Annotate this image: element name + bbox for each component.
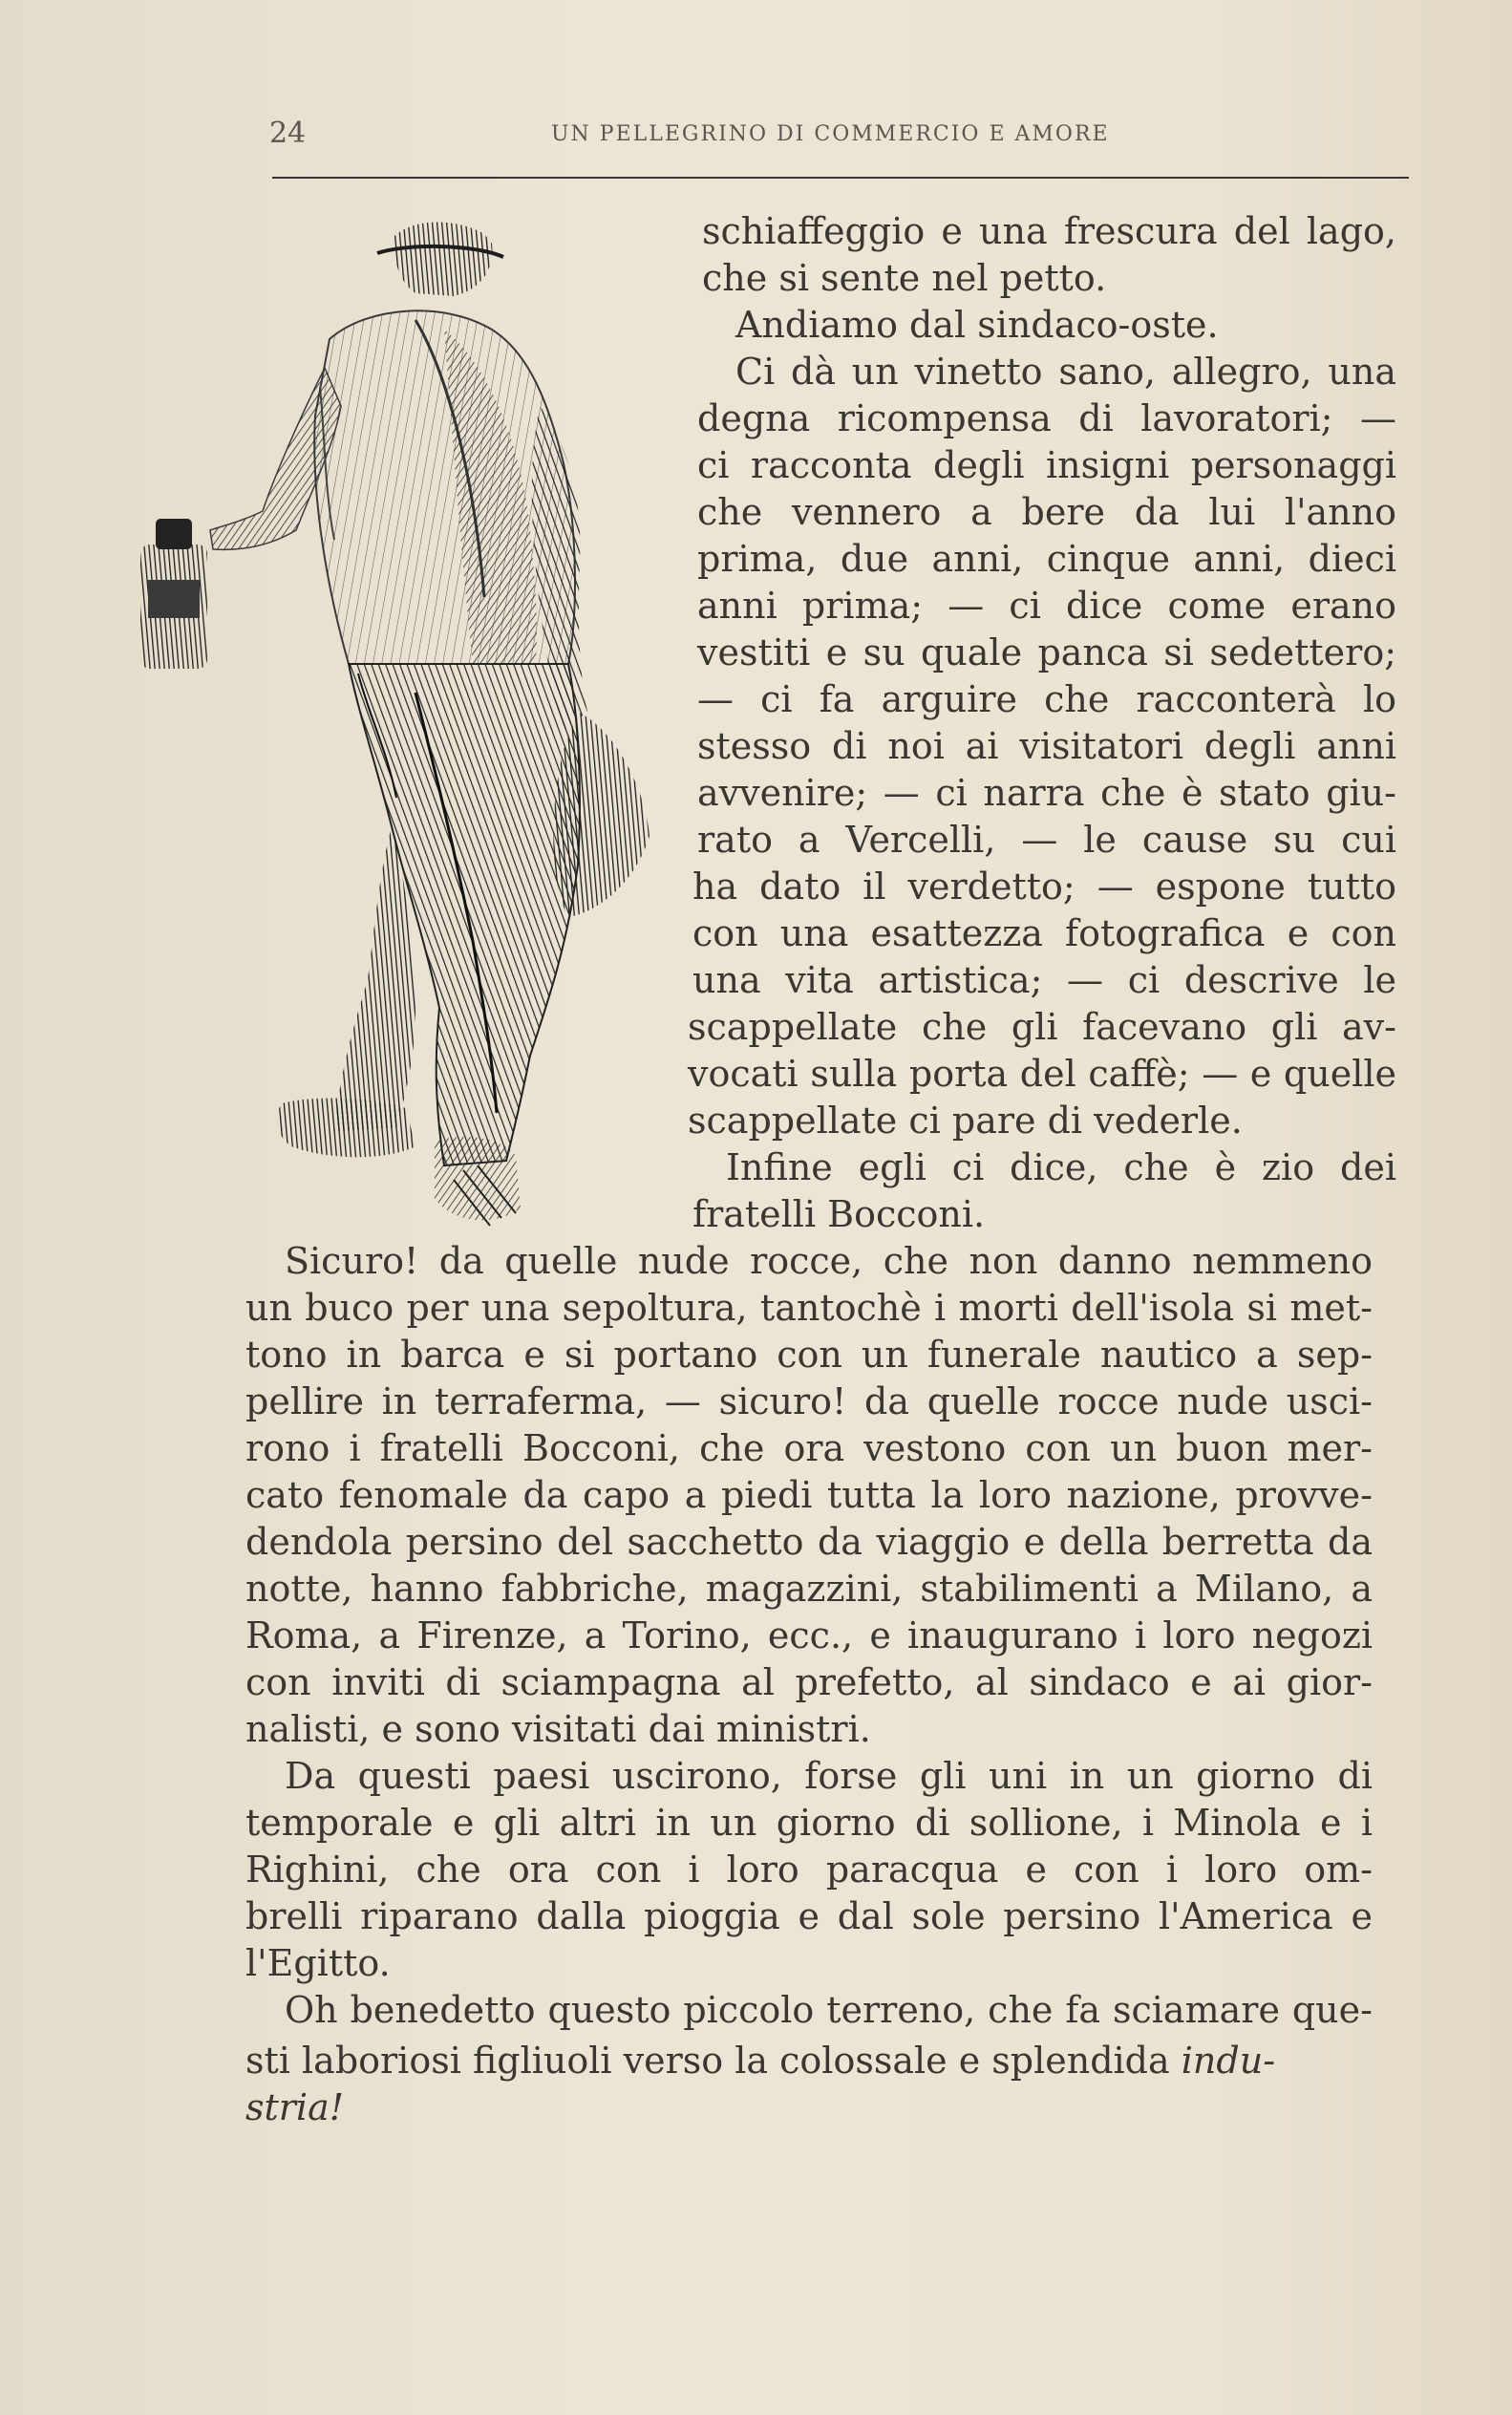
- text-line: rato a Vercelli, — le cause su cui: [697, 819, 1396, 861]
- text-line: brelli riparano dalla pioggia e dal sole persino l'America e: [245, 1895, 1373, 1937]
- closing-line-italic: indu-: [1181, 2040, 1276, 2082]
- text-line: — ci fa arguire che racconterà lo: [697, 678, 1396, 720]
- text-line: degna ricompensa di lavoratori; —: [697, 397, 1396, 439]
- text-line: nalisti, e sono visitati dai ministri.: [245, 1708, 871, 1750]
- man-with-bottle-illustration: [129, 215, 692, 1237]
- text-line: pellire in terraferma, — sicuro! da quelle rocce nude usci-: [245, 1380, 1373, 1422]
- text-line: dendola persino del sacchetto da viaggio e della berretta da: [245, 1521, 1373, 1563]
- closing-line-text: sti laboriosi figliuoli verso la colossale e splendida: [245, 2040, 1170, 2082]
- text-line: vocati sulla porta del caffè; — e quelle: [688, 1053, 1396, 1095]
- text-line: cato fenomale da capo a piedi tutta la loro nazione, provve-: [245, 1474, 1373, 1516]
- text-line: stesso di noi ai visitatori degli anni: [697, 725, 1396, 767]
- text-line: con inviti di sciampagna al prefetto, al sindaco e ai gior-: [245, 1661, 1373, 1703]
- text-line: un buco per una sepoltura, tantochè i morti dell'isola si met-: [245, 1287, 1373, 1329]
- running-title: UN PELLEGRINO DI COMMERCIO E AMORE: [551, 122, 1110, 146]
- text-line: Righini, che ora con i loro paracqua e con i loro om-: [245, 1849, 1373, 1891]
- text-line: ha dato il verdetto; — espone tutto: [692, 866, 1396, 908]
- text-line: vestiti e su quale panca si sedettero;: [697, 631, 1396, 673]
- text-line: Roma, a Firenze, a Torino, ecc., e inaugurano i loro negozi: [245, 1614, 1373, 1656]
- text-line: temporale e gli altri in un giorno di sollione, i Minola e i: [245, 1802, 1373, 1844]
- text-line: scappellate che gli facevano gli av-: [688, 1006, 1396, 1048]
- text-line: con una esattezza fotografica e con: [692, 912, 1396, 954]
- text-line: anni prima; — ci dice come erano: [697, 585, 1396, 627]
- text-line: schiaffeggio e una frescura del lago,: [702, 210, 1396, 252]
- text-line: Sicuro! da quelle nude rocce, che non danno nemmeno: [285, 1240, 1373, 1282]
- final-italic-word: stria!: [245, 2086, 345, 2128]
- text-line: tono in barca e si portano con un funerale nautico a sep-: [245, 1334, 1373, 1376]
- text-line: Oh benedetto questo piccolo terreno, che fa sciamare que-: [285, 1989, 1373, 2031]
- text-line: Da questi paesi uscirono, forse gli uni in un giorno di: [285, 1755, 1373, 1797]
- text-line: l'Egitto.: [245, 1942, 391, 1984]
- text-line: una vita artistica; — ci descrive le: [692, 959, 1396, 1001]
- closing-line: [245, 2038, 1373, 2084]
- header-rule: [272, 177, 1409, 179]
- text-line: Infine egli ci dice, che è zio dei: [726, 1146, 1396, 1188]
- text-line: Andiamo dal sindaco-oste.: [735, 304, 1219, 346]
- text-line: ci racconta degli insigni personaggi: [697, 444, 1396, 486]
- page-number: 24: [269, 117, 307, 150]
- text-line: avvenire; — ci narra che è stato giu-: [697, 772, 1396, 814]
- text-line: rono i fratelli Bocconi, che ora vestono con un buon mer-: [245, 1427, 1373, 1469]
- text-line: notte, hanno fabbriche, magazzini, stabilimenti a Milano, a: [245, 1568, 1373, 1610]
- text-line: che vennero a bere da lui l'anno: [697, 491, 1396, 533]
- text-line: Ci dà un vinetto sano, allegro, una: [735, 351, 1396, 393]
- text-line: scappellate ci pare di vederle.: [688, 1100, 1243, 1142]
- running-head: [269, 117, 1411, 155]
- text-line: che si sente nel petto.: [702, 257, 1107, 299]
- text-line: fratelli Bocconi.: [692, 1193, 986, 1235]
- text-line: prima, due anni, cinque anni, dieci: [697, 538, 1396, 580]
